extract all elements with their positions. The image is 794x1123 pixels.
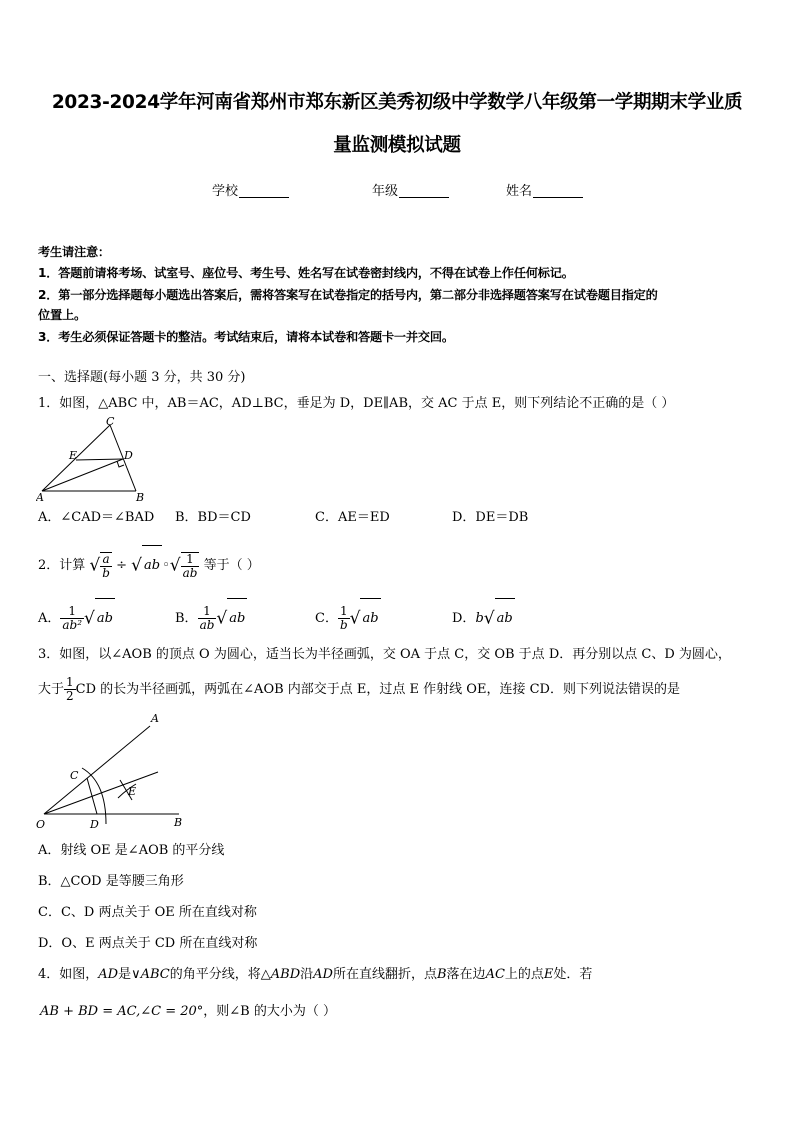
q2-option-b[interactable]: B． $\frac{1}{ab}$ √ ab xyxy=(175,598,247,638)
q1-right-angle-mark xyxy=(117,461,124,467)
q3-option-b[interactable]: B．△COD 是等腰三角形 xyxy=(38,874,184,889)
q3-label-a: A xyxy=(151,712,159,725)
q3-half-frac: $\frac{1}{2}$ xyxy=(66,675,74,703)
q2-option-d[interactable]: D．b√ ab xyxy=(452,598,515,638)
q2-expression: 2．计算 √ $\frac{a}{b}$ ÷ √ ab ◦√ $\frac{1}{ab}$ 等于（ ） xyxy=(38,545,260,585)
notice-item-3: 3．考生必须保证答题卡的整洁。考试结束后，请将本试卷和答题卡一并交回。 xyxy=(38,330,454,344)
grade-label: 年级 xyxy=(372,184,399,199)
q2-option-a[interactable]: A． $\frac{1}{\text{ab²}}$ √ ab xyxy=(38,598,115,638)
notice-item-2-cont: 位置上。 xyxy=(38,308,86,322)
q1-option-c[interactable]: C．AE＝ED xyxy=(315,510,390,525)
q2-sqrt1-frac: $\frac{a}{b}$ xyxy=(102,551,110,580)
q3-label-b: B xyxy=(174,816,183,829)
q3-option-d[interactable]: D．O、E 两点关于 CD 所在直线对称 xyxy=(38,936,258,951)
notice-item-1: 1．答题前请将考场、试室号、座位号、考生号、姓名写在试卷密封线内，不得在试卷上作任何标记。 xyxy=(38,266,574,280)
name-field[interactable] xyxy=(506,180,583,199)
q3-option-a[interactable]: A．射线 OE 是∠AOB 的平分线 xyxy=(38,843,225,858)
q3-label-o: O xyxy=(36,818,46,831)
q3-ray-oe xyxy=(44,772,158,814)
q4-line2: AB + BD = AC,∠C = 20°，则∠B 的大小为（ ） xyxy=(40,1004,336,1019)
q4-line1: 4．如图，AD是∨ABC的角平分线，将△ABD沿AD所在直线翻折，点B落在边AC上的点E处．若 xyxy=(38,967,593,982)
q3-ray-oa xyxy=(44,726,150,814)
q3-option-c[interactable]: C．C、D 两点关于 OE 所在直线对称 xyxy=(38,905,257,920)
q2-dot: ◦ xyxy=(162,558,170,573)
q3-line1: 3．如图，以∠AOB 的顶点 O 为圆心，适当长为半径画弧，交 OA 于点 C，交 OB 于点 D．再分别以点 C、D 为圆心， xyxy=(38,647,731,662)
q3-label-c: C xyxy=(70,769,79,782)
q1-option-b[interactable]: B．BD＝CD xyxy=(175,510,251,525)
grade-blank[interactable] xyxy=(399,183,449,198)
q2-sqrt-ab: ab xyxy=(142,545,162,586)
name-blank[interactable] xyxy=(533,183,583,198)
q1-triangle-figure xyxy=(36,415,148,503)
q3-label-e: E xyxy=(128,785,137,798)
notice-heading: 考生请注意： xyxy=(38,245,110,259)
q1-label-c: C xyxy=(106,415,115,428)
q2-divide: ÷ xyxy=(116,558,127,573)
q1-option-d[interactable]: D．DE＝DB xyxy=(452,510,529,525)
q3-label-d: D xyxy=(90,818,99,831)
exam-title-line1: 2023-2024学年河南省郑州市郑东新区美秀初级中学数学八年级第一学期期末学业质 xyxy=(51,92,743,113)
q1-text: 1．如图，△ABC 中，AB＝AC，AD⊥BC，垂足为 D，DE∥AB，交 AC 于点 E，则下列结论不正确的是（ ） xyxy=(38,396,675,411)
q2-sqrt1-sign: √ xyxy=(89,555,101,576)
q2-sqrt2-frac: $\frac{1}{ab}$ xyxy=(182,551,198,580)
q1-option-a[interactable]: A．∠CAD＝∠BAD xyxy=(38,510,155,525)
q2-suffix: 等于（ ） xyxy=(203,558,260,573)
name-label: 姓名 xyxy=(506,184,533,199)
q1-label-d: D xyxy=(124,449,133,462)
grade-field[interactable] xyxy=(372,180,449,199)
school-field[interactable] xyxy=(212,180,289,199)
q3-segment-cd xyxy=(87,778,97,814)
exam-title-line2: 量监测模拟试题 xyxy=(333,135,461,156)
section-title: 一、选择题(每小题 3 分，共 30 分) xyxy=(38,370,246,385)
q1-label-b: B xyxy=(136,491,145,503)
school-blank[interactable] xyxy=(239,183,289,198)
q2-prefix: 2．计算 xyxy=(38,558,86,573)
q1-label-a: A xyxy=(36,491,44,503)
q3-angle-bisector-figure xyxy=(34,712,194,834)
q2-option-c[interactable]: C． $\frac{1}{b}$ √ ab xyxy=(315,598,381,638)
q3-line2: 大于 $\frac{1}{2}$ CD 的长为半径画弧，两弧在∠AOB 内部交于点 E，过点 E 作射线 OE，连接 CD．则下列说法错误的是 xyxy=(38,675,680,703)
school-label: 学校 xyxy=(212,184,239,199)
notice-item-2: 2．第一部分选择题每小题选出答案后，需将答案写在试卷指定的括号内，第二部分非选择题答案写在试卷题目指定的 xyxy=(38,288,658,302)
q1-label-e: E xyxy=(69,449,78,462)
student-info-fields xyxy=(0,180,794,200)
q1-segment-de xyxy=(76,459,123,460)
q1-segment-ad xyxy=(42,459,123,491)
